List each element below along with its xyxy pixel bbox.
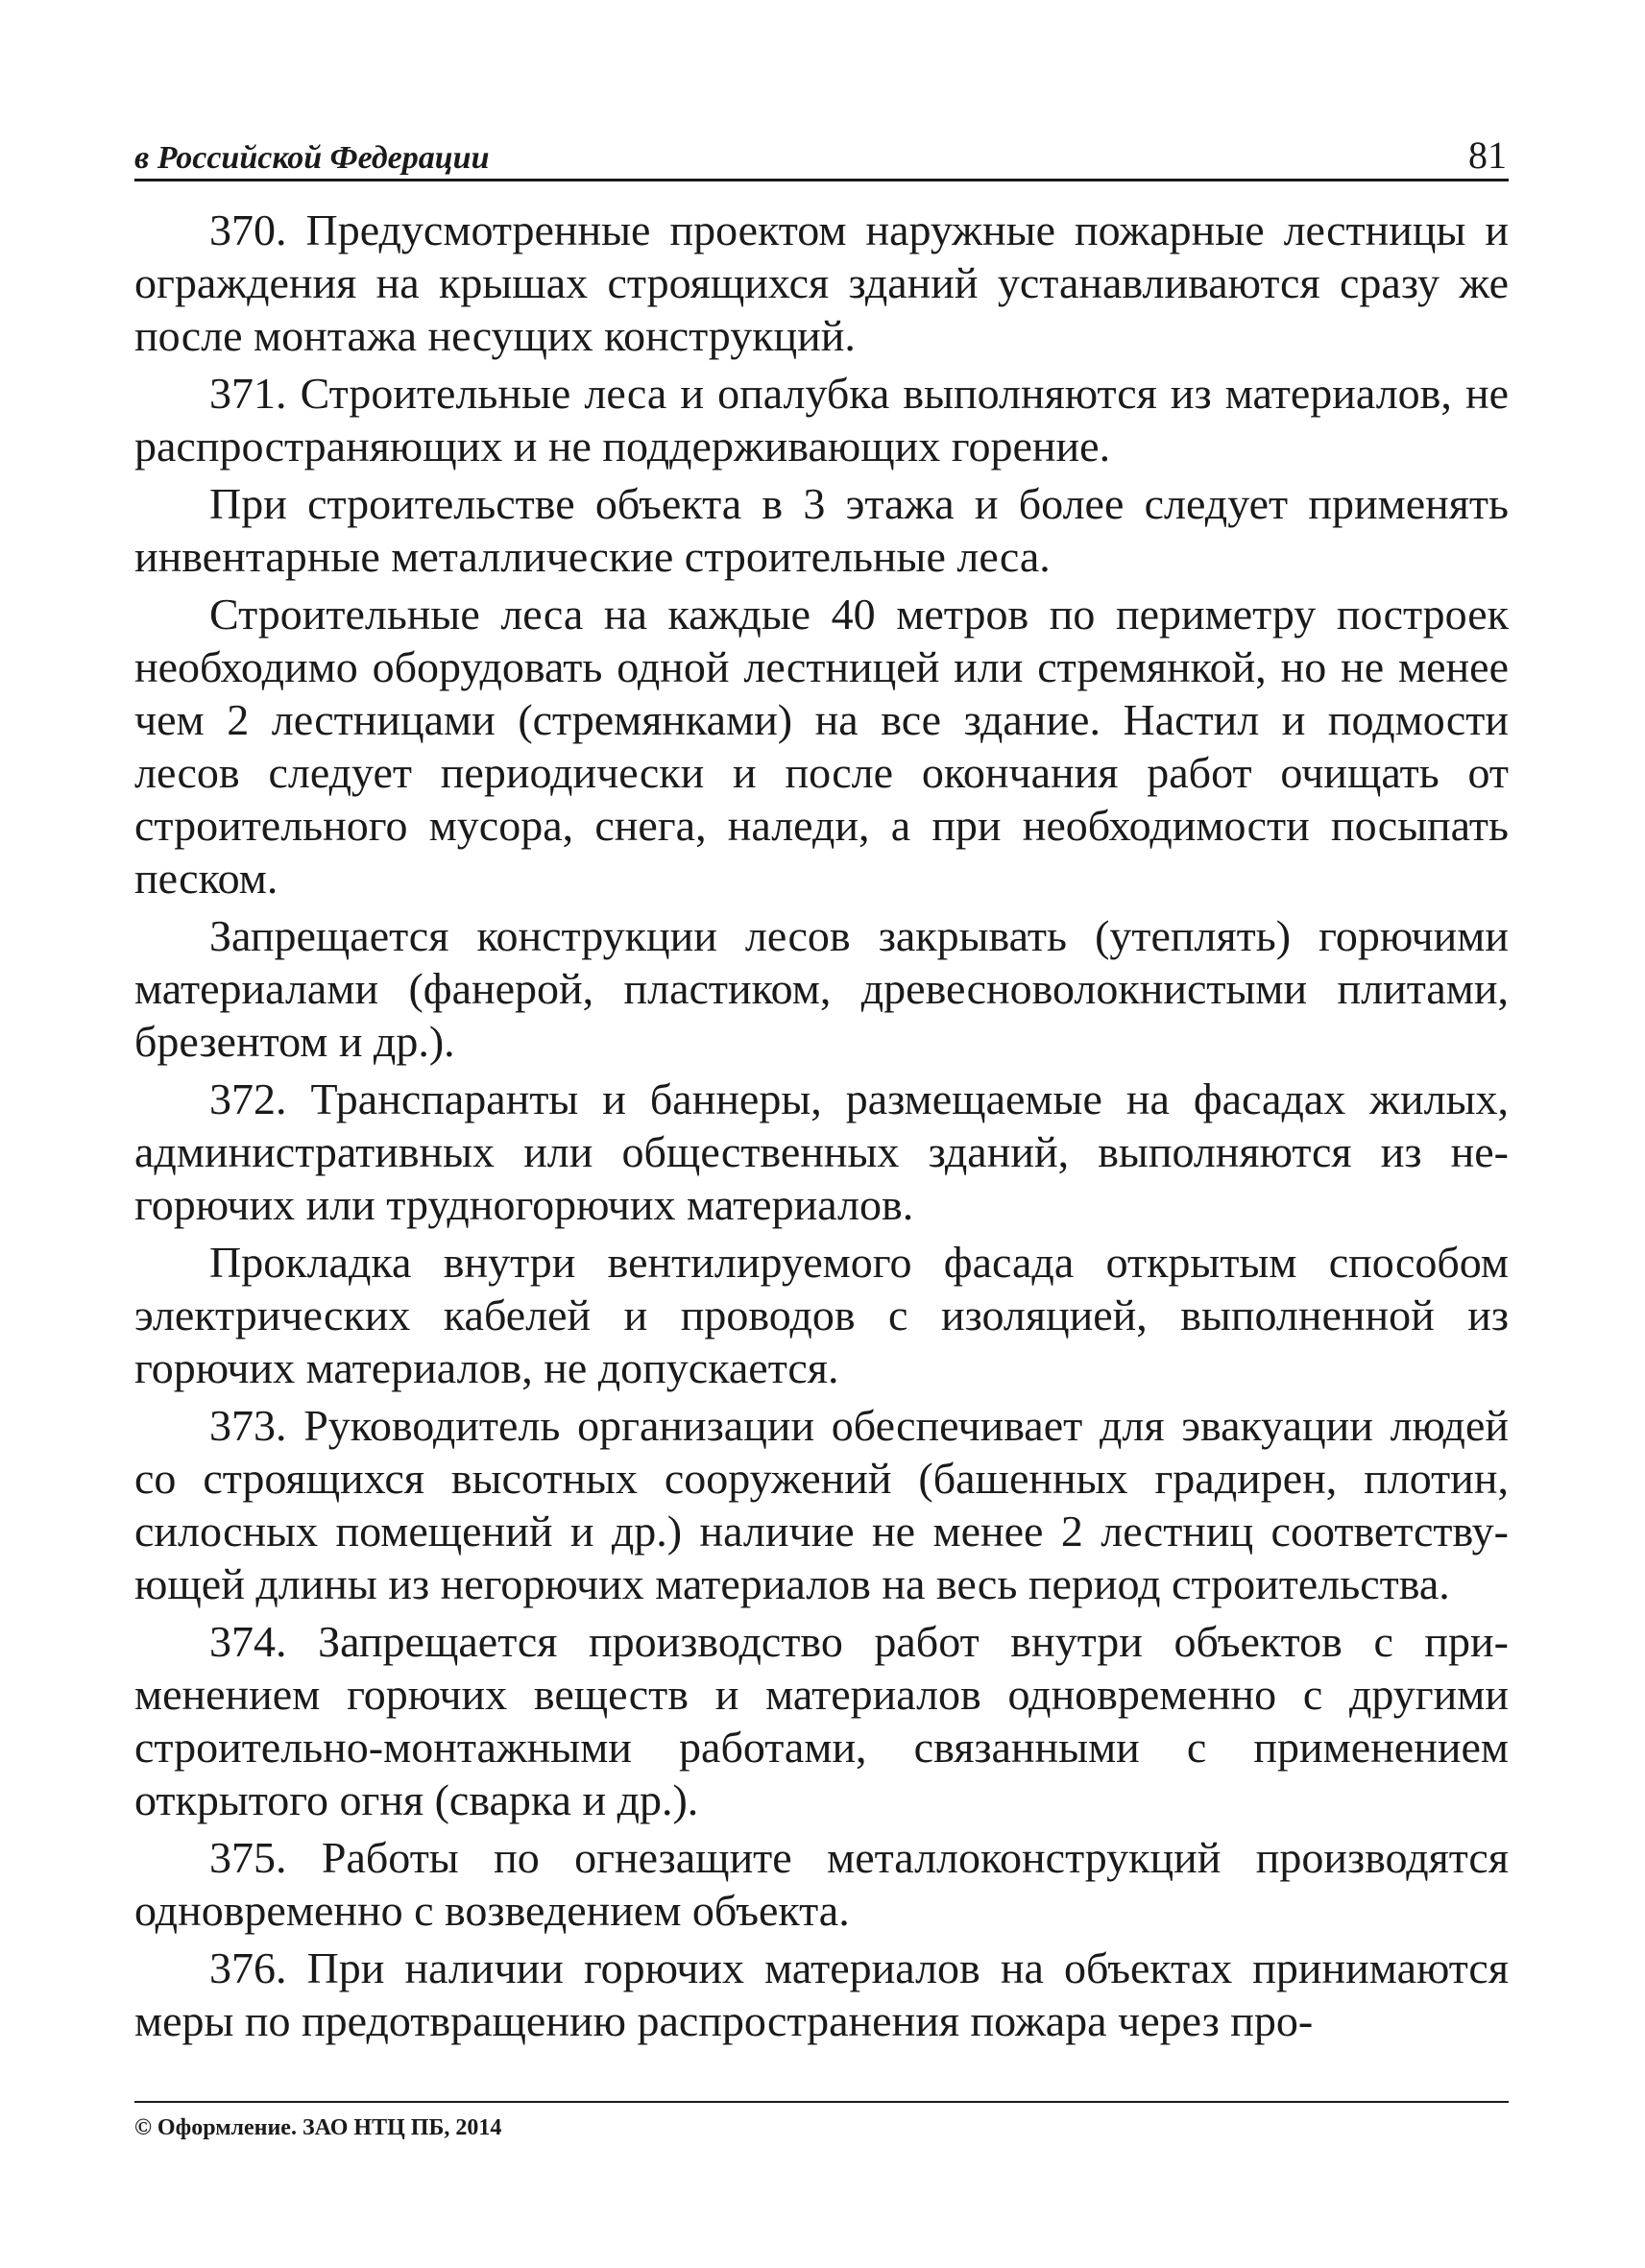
paragraph-376: 376. При наличии горючих материалов на объектах принимаются меры по предотвращению распространения пожара через про- bbox=[134, 1943, 1509, 2045]
copyright-notice: © Оформление. ЗАО НТЦ ПБ, 2014 bbox=[134, 2115, 502, 2140]
page-number: 81 bbox=[1468, 133, 1507, 177]
paragraph-372-facade-cables: Прокладка внутри вентилируемого фасада открытым способом электрических кабелей и проводов с изоляцией, выполненной из горючих материалов, не допускается. bbox=[134, 1238, 1509, 1392]
paragraph-372: 372. Транспаранты и баннеры, размещаемые на фасадах жилых, административных или общественных зданий, выполняются из негорючих или трудногорючих материалов. bbox=[134, 1074, 1509, 1229]
body-text bbox=[134, 204, 1509, 2052]
header-title: в Российской Федерации bbox=[134, 140, 490, 176]
paragraph-371: 371. Строительные леса и опалубка выполняются из материалов, не распространяющих и не поддерживающих горение. bbox=[134, 369, 1509, 470]
running-header bbox=[134, 133, 1509, 181]
paragraph-371-scaffold-covering: Запрещается конструкции лесов закрывать (утеплять) горючими материалами (фанерой, пластиком, древесноволокнистыми плитами, брезентом и др.). bbox=[134, 911, 1509, 1066]
paragraph-370: 370. Предусмотренные проектом наружные пожарные лестницы и ограждения на крышах строящихся зданий устанавливаются сразу же после монтажа несущих конструкций. bbox=[134, 205, 1509, 360]
paragraph-374: 374. Запрещается производство работ внутри объектов с применением горючих веществ и материалов одновременно с другими строительно-монтажными работами, связанными с применением открытого огня (сварка и др.). bbox=[134, 1617, 1509, 1824]
paragraph-371-scaffold-floors: При строительстве объекта в 3 этажа и более следует применять инвентарные металлические строительные леса. bbox=[134, 479, 1509, 581]
page-footer bbox=[134, 2101, 1509, 2139]
paragraph-371-scaffold-ladders: Строительные леса на каждые 40 метров по периметру построек необходимо оборудовать одной лестницей или стремянкой, но не менее чем 2 лестницами (стремянками) на все здание. Настил и подмости лесов следует периодически и после окончания работ очищать от строительного мусора, снега, наледи, а при необходимости посыпать песком. bbox=[134, 590, 1509, 903]
paragraph-373: 373. Руководитель организации обеспечивает для эвакуации людей со строящихся высотных сооружений (башенных градирен, плотин, силосных помещений и др.) наличие не менее 2 лестниц соответствующей длины из негорючих материалов на весь период строительства. bbox=[134, 1401, 1509, 1608]
paragraph-375: 375. Работы по огнезащите металлоконструкций производятся одновременно с возведением объекта. bbox=[134, 1833, 1509, 1935]
